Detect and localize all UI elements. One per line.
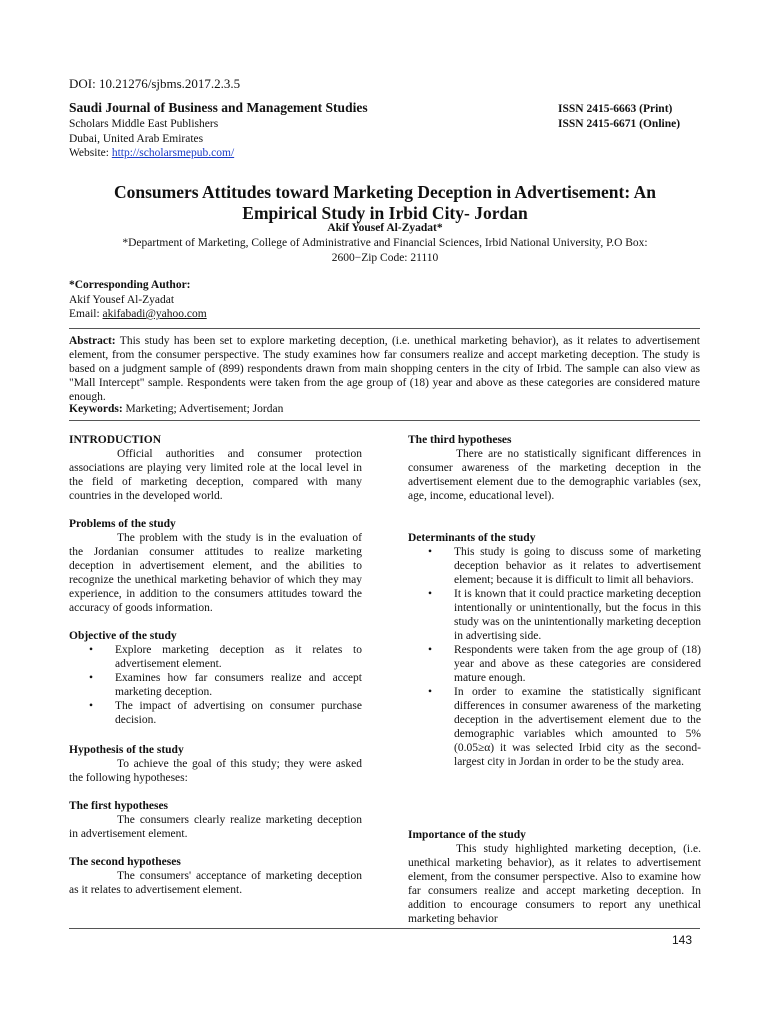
third-hypothesis-heading: The third hypotheses [408, 434, 512, 446]
keywords-label: Keywords: [69, 403, 123, 415]
hypothesis-heading: Hypothesis of the study [69, 744, 184, 756]
abstract-text: This study has been set to explore marketing deception, (i.e. unethical marketing behavior), as it relates to advertisement element, from the consumer perspective. The study examines how far consumers realize and accept marketing deception. The study is based on a judgment sample of (899) respondents drawn from main shopping centers in the city of Irbid. The sample can also view as "Mall Intercept" sample. Respondents were taken from the age group of (18) year and above as these categories are considered mature enough. [69, 335, 700, 403]
title-line-2: Empirical Study in Irbid City- Jordan [242, 203, 528, 223]
issn-print: ISSN 2415-6663 (Print) [558, 103, 673, 115]
list-item: • Examines how far consumers realize and accept marketing deception. [89, 672, 362, 698]
objective-heading: Objective of the study [69, 630, 177, 642]
website-label: Website: [69, 147, 112, 159]
divider-bottom [69, 420, 700, 421]
corresponding-heading: *Corresponding Author: [69, 279, 191, 291]
section-determinants [408, 531, 701, 769]
doi: DOI: 10.21276/sjbms.2017.2.3.5 [69, 76, 241, 91]
intro-heading: INTRODUCTION [69, 434, 162, 446]
first-hypothesis-text: The consumers clearly realize marketing deception in advertisement element. [69, 814, 362, 840]
publisher-location: Dubai, United Arab Emirates [69, 132, 204, 145]
affiliation-line-2: 2600−Zip Code: 21110 [331, 252, 439, 264]
abstract [69, 334, 700, 404]
section-third-hypothesis [408, 433, 701, 503]
importance-heading: Importance of the study [408, 829, 526, 841]
section-introduction [69, 433, 362, 503]
publisher-info [69, 117, 234, 161]
bullet-icon: • [428, 686, 433, 698]
affiliation [70, 236, 700, 266]
list-item: • This study is going to discuss some of marketing deception behavior as it relates to advertisement element; because it is difficult to limit all behaviors. [428, 546, 701, 586]
importance-text: This study highlighted marketing deception, (i.e. unethical marketing behavior), as it relates to advertisement element, from the consumer perspective. Also to examine how far consumers realize and accept marketing deception. In addition to encourage consumers to report any unethical marketing behavior [408, 843, 701, 925]
corresponding-email-line [69, 307, 207, 322]
corresponding-author [69, 278, 207, 322]
hypothesis-text: To achieve the goal of this study; they were asked the following hypotheses: [69, 758, 362, 784]
section-problems [69, 517, 362, 615]
publisher: Scholars Middle East Publishers [69, 118, 219, 130]
determinants-list [408, 545, 701, 769]
second-hypothesis-heading: The second hypotheses [69, 856, 181, 868]
problems-text: The problem with the study is in the evaluation of the Jordanian consumer attitudes to realize marketing deception in advertisement element, and the abilities to recognize the unethical marketing behavior of which they may experience, in addition to the consumers attitudes toward the accuracy of goods information. [69, 532, 362, 614]
author: Akif Yousef Al-Zyadat* [327, 222, 443, 234]
first-hypothesis-heading: The first hypotheses [69, 800, 169, 812]
keywords-text: Marketing; Advertisement; Jordan [122, 403, 284, 415]
footer-divider [69, 928, 700, 929]
page-number: 143 [672, 933, 693, 947]
journal-name: Saudi Journal of Business and Management Studies [69, 100, 368, 115]
objective-list [69, 643, 362, 727]
issn-block [558, 102, 680, 132]
email-link[interactable]: akifabadi@yahoo.com [102, 308, 207, 320]
corresponding-name: Akif Yousef Al-Zyadat [69, 293, 175, 306]
bullet-icon: • [428, 546, 433, 558]
list-item: • The impact of advertising on consumer purchase decision. [89, 700, 362, 726]
problems-heading: Problems of the study [69, 518, 176, 530]
bullet-icon: • [89, 644, 94, 656]
section-second-hypothesis [69, 855, 362, 897]
list-item: • Explore marketing deception as it relates to advertisement element. [89, 644, 362, 670]
affiliation-line-1: *Department of Marketing, College of Administrative and Financial Sciences, Irbid National University, P.O Box: [122, 237, 648, 249]
abstract-label: Abstract: [69, 335, 116, 347]
divider-top [69, 328, 700, 329]
intro-text: Official authorities and consumer protection associations are playing very limited role at the local level in the field of marketing deception, compared with many countries in the developed world. [69, 448, 362, 502]
third-hypothesis-text: There are no statistically significant differences in consumer awareness of the marketing deception in the advertisement element due to the demographic variables (sex, age, income, educational level). [408, 448, 701, 502]
website-line [69, 146, 234, 161]
issn-online: ISSN 2415-6671 (Online) [558, 118, 681, 130]
list-item: • In order to examine the statistically significant differences in consumer awareness of the marketing deception in the advertisement element due to the demographic variables which amounted to 5% (0.05≥α) it was selected Irbid city as the second- largest city in Jordan in order to be the study area. [428, 686, 701, 768]
keywords [69, 403, 283, 415]
bullet-icon: • [428, 644, 433, 656]
list-item: • It is known that it could practice marketing deception intentionally or unintentionally, but the focus in this study was on the unintentionally marketing deception in advertising side. [428, 588, 701, 642]
determinants-heading: Determinants of the study [408, 532, 536, 544]
email-label: Email: [69, 308, 103, 320]
bullet-icon: • [89, 672, 94, 684]
second-hypothesis-text: The consumers' acceptance of marketing deception as it relates to advertisement element. [69, 870, 362, 896]
bullet-icon: • [89, 700, 94, 712]
section-objective [69, 629, 362, 727]
list-item: • Respondents were taken from the age group of (18) year and above as these categories are considered mature enough. [428, 644, 701, 684]
section-first-hypothesis [69, 799, 362, 841]
article-title [60, 182, 710, 224]
section-hypothesis [69, 743, 362, 785]
title-line-1: Consumers Attitudes toward Marketing Deception in Advertisement: An [114, 182, 656, 202]
bullet-icon: • [428, 588, 433, 600]
website-link[interactable]: http://scholarsmepub.com/ [111, 147, 235, 159]
section-importance [408, 828, 701, 926]
